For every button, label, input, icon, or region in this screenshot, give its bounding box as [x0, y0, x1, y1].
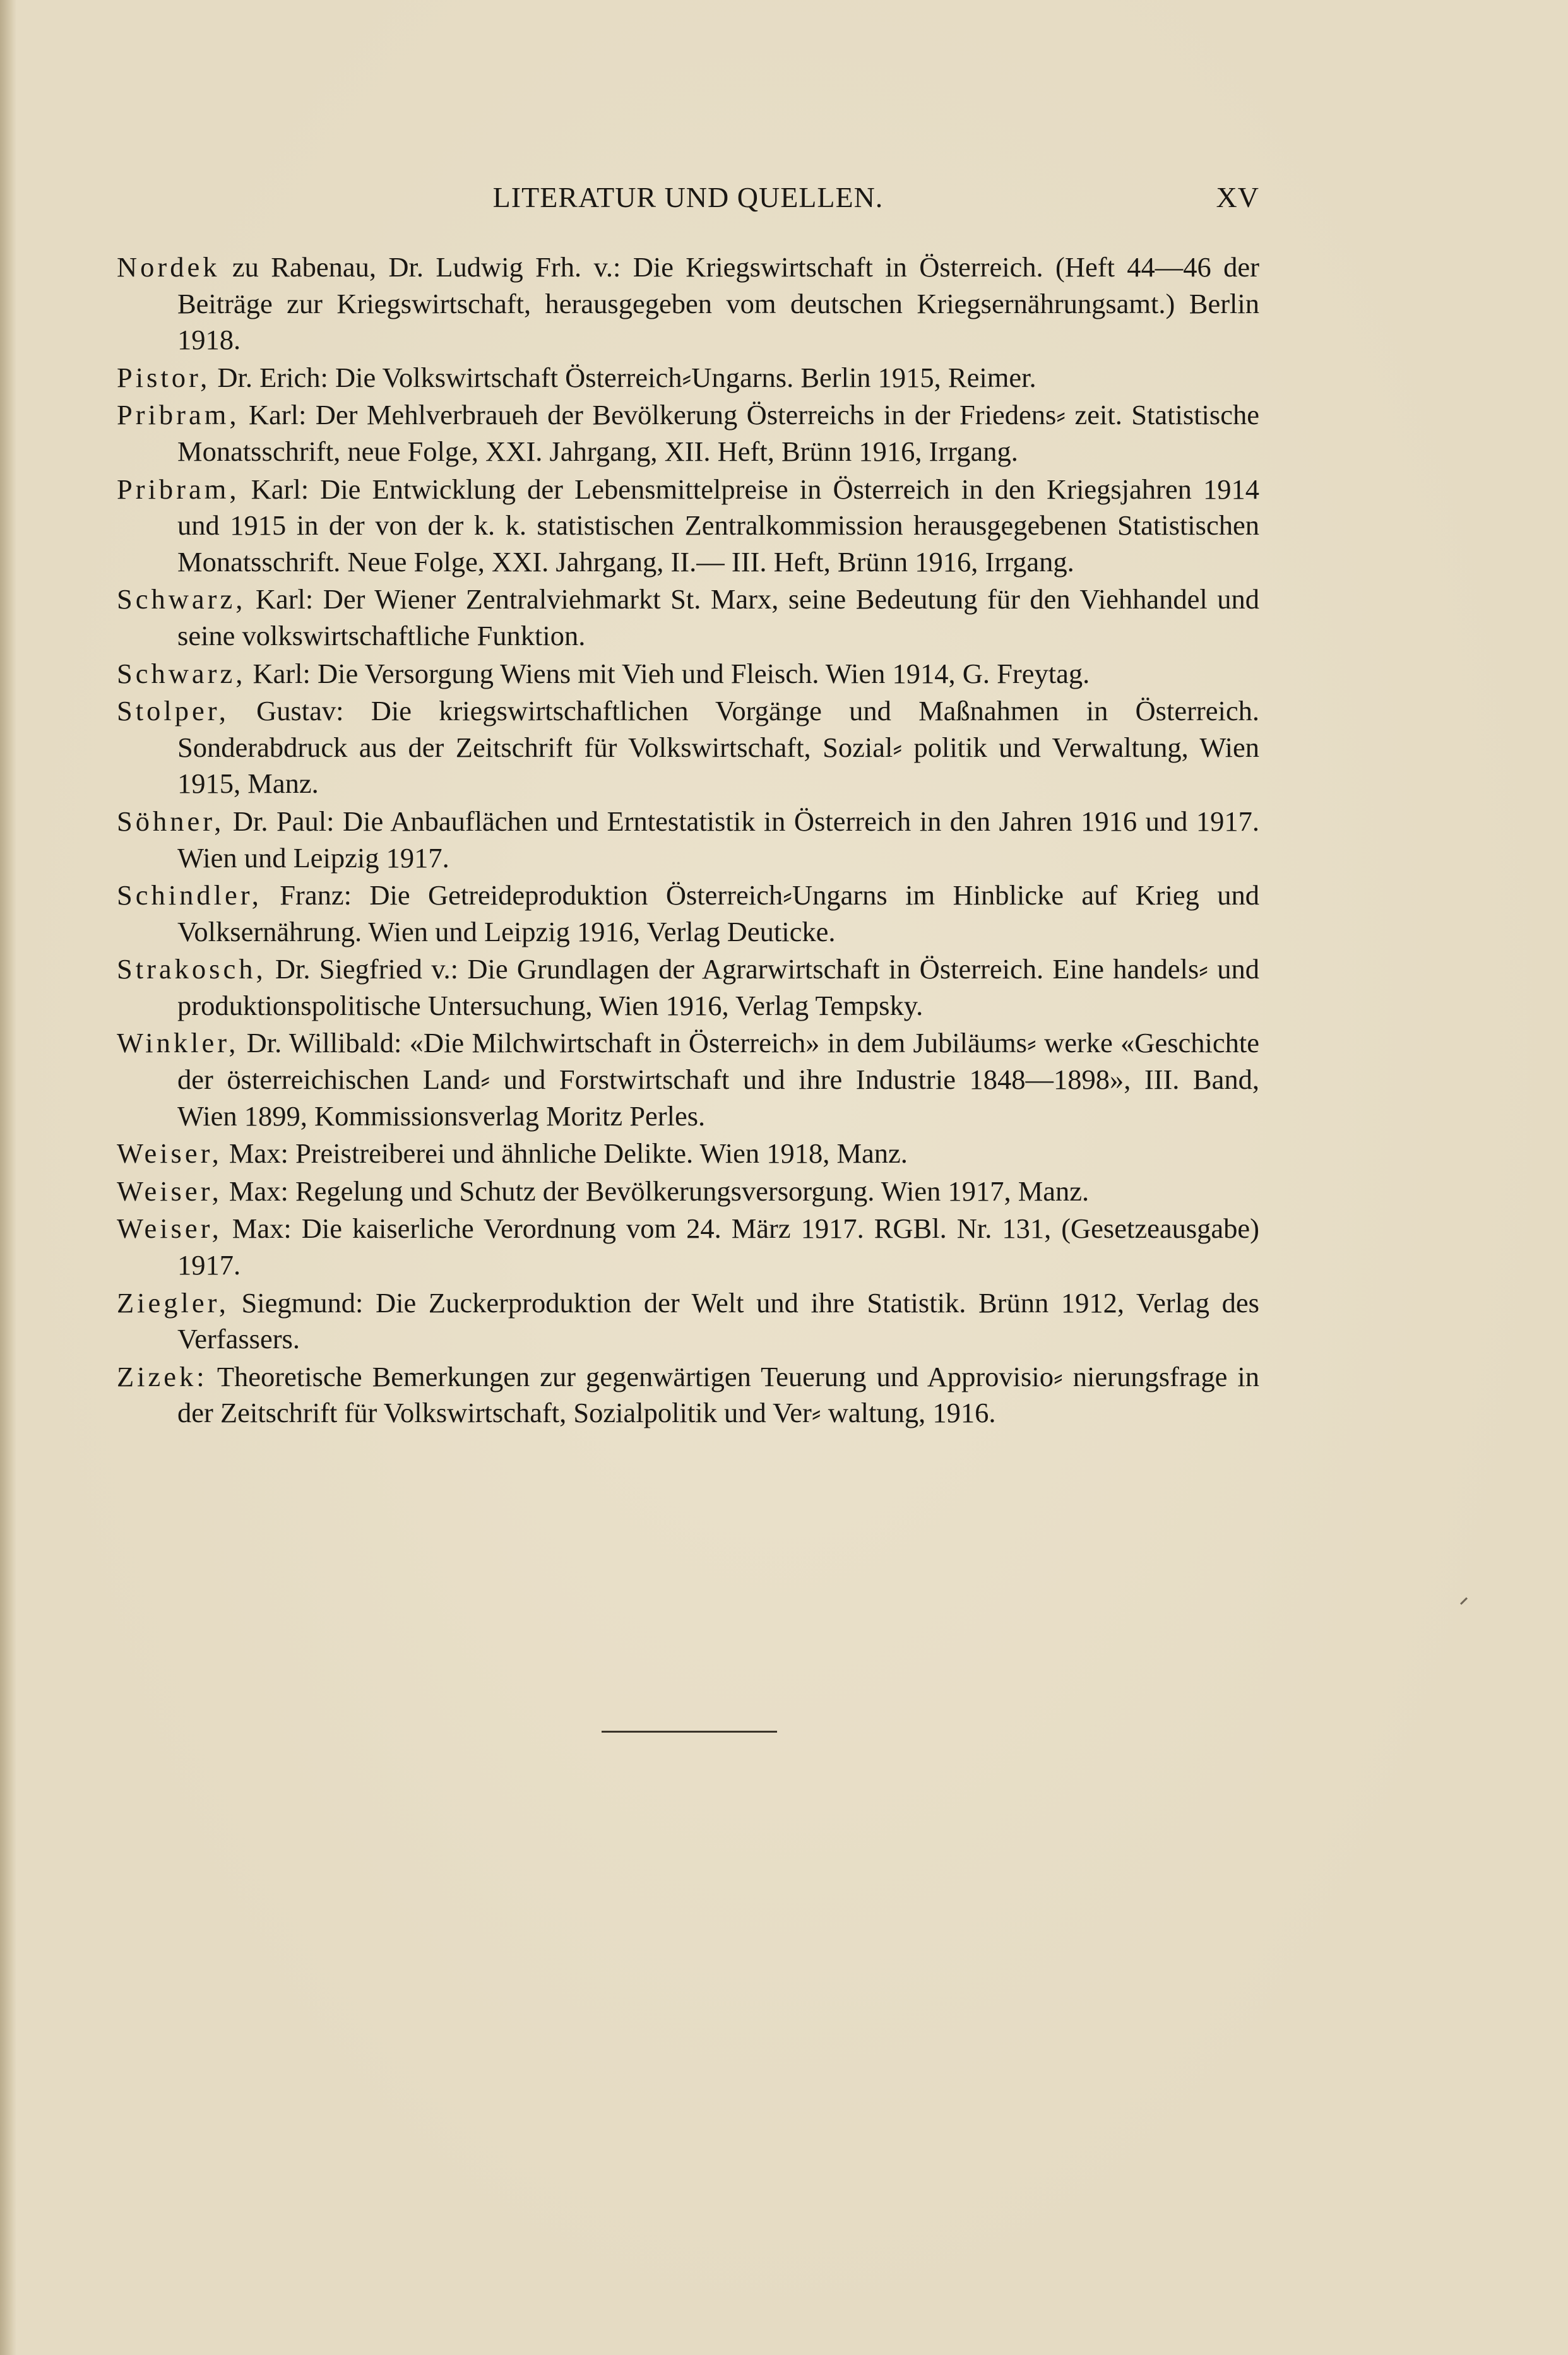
- entry-text: Gustav: Die kriegswirtschaftlichen Vorgänge und Maßnahmen in Österreich. Sonderabdruck aus der Zeitschrift für Volkswirtschaft, Sozial⸗ politik und Verwaltung, Wien 1915, Manz.: [177, 695, 1259, 800]
- bibliography-entry: [117, 804, 1259, 876]
- entry-author: Ziegler,: [117, 1286, 229, 1319]
- entry-author: Pribram,: [117, 473, 240, 505]
- entry-text: Dr. Erich: Die Volkswirtschaft Österreich⸗Ungarns. Berlin 1915, Reimer.: [210, 361, 1036, 393]
- running-head: [117, 175, 1259, 220]
- entry-author: Weiser,: [117, 1213, 222, 1245]
- bibliography-entry: [117, 656, 1259, 692]
- entry-text: Karl: Der Wiener Zentralviehmarkt St. Marx, seine Bedeutung für den Viehhandel und seine volkswirtschaftliche Funktion.: [177, 583, 1259, 651]
- entry-text: Karl: Der Mehlverbraueh der Bevölkerung Österreichs in der Friedens⸗ zeit. Statistische Monatsschrift, neue Folge, XXI. Jahrgang, XII. Heft, Brünn 1916, Irrgang.: [177, 399, 1259, 467]
- bibliography-entry: [117, 1285, 1259, 1358]
- entry-author: Pistor,: [117, 361, 211, 393]
- bibliography-list: [117, 249, 1259, 1433]
- entry-author: Söhner,: [117, 805, 225, 837]
- entry-text: zu Rabenau, Dr. Ludwig Frh. v.: Die Kriegswirtschaft in Österreich. (Heft 44—46 der Beiträge zur Kriegswirtschaft, herausgegeben vom deutschen Kriegsernährungsamt.) Berlin 1918.: [177, 251, 1259, 356]
- bibliography-entry: [117, 1359, 1259, 1432]
- bibliography-entry: [117, 1211, 1259, 1283]
- entry-author: Pribram,: [117, 399, 240, 431]
- bibliography-entry: [117, 1173, 1259, 1210]
- entry-text: Karl: Die Versorgung Wiens mit Vieh und Fleisch. Wien 1914, G. Freytag.: [246, 657, 1090, 689]
- entry-author: Weiser,: [117, 1175, 222, 1207]
- bibliography-entry: [117, 472, 1259, 581]
- entry-author: Schindler,: [117, 879, 262, 911]
- bibliography-entry: [117, 397, 1259, 470]
- entry-text: Karl: Die Entwicklung der Lebensmittelpreise in Österreich in den Kriegsjahren 1914 und 1915 in der von der k. k. statistischen Zentralkommission herausgegebenen Statistischen Monatsschrift. Neue Folge, XXI. Jahrgang, II.— III. Heft, Brünn 1916, Irrgang.: [177, 473, 1259, 578]
- entry-author: Schwarz,: [117, 583, 246, 615]
- bibliography-entry: [117, 360, 1259, 396]
- bibliography-entry: [117, 693, 1259, 802]
- entry-text: Max: Regelung und Schutz der Bevölkerungsversorgung. Wien 1917, Manz.: [222, 1175, 1090, 1207]
- entry-text: Siegmund: Die Zuckerproduktion der Welt und ihre Statistik. Brünn 1912, Verlag des Verfassers.: [177, 1286, 1259, 1355]
- entry-author: Winkler,: [117, 1027, 239, 1059]
- running-title: LITERATUR UND QUELLEN.: [492, 181, 884, 213]
- entry-text: Max: Preistreiberei und ähnliche Delikte. Wien 1918, Manz.: [222, 1137, 908, 1170]
- page-number: XV: [1216, 181, 1259, 213]
- entry-author: Strakosch,: [117, 953, 266, 985]
- entry-text: Dr. Paul: Die Anbauflächen und Erntestatistik in Österreich in den Jahren 1916 und 1917. Wien und Leipzig 1917.: [177, 805, 1259, 874]
- entry-author: Nordek: [117, 251, 220, 283]
- entry-text: Dr. Siegfried v.: Die Grundlagen der Agrarwirtschaft in Österreich. Eine handels⸗ und produktionspolitische Untersuchung, Wien 1916, Verlag Tempsky.: [177, 953, 1259, 1021]
- entry-author: Schwarz,: [117, 657, 246, 689]
- bibliography-entry: [117, 951, 1259, 1024]
- bibliography-entry: [117, 877, 1259, 950]
- entry-text: Theoretische Bemerkungen zur gegenwärtigen Teuerung und Approvisio⸗ nierungsfrage in der Zeitschrift für Volkswirtschaft, Sozialpolitik und Ver⸗ waltung, 1916.: [177, 1360, 1259, 1429]
- end-rule: [602, 1731, 777, 1733]
- entry-author: Zizek:: [117, 1360, 208, 1392]
- bibliography-entry: [117, 581, 1259, 654]
- entry-author: Stolper,: [117, 695, 229, 727]
- entry-text: Dr. Willibald: «Die Milchwirtschaft in Österreich» in dem Jubiläums⸗ werke «Geschichte der österreichischen Land⸗ und Forstwirtschaft und ihre Industrie 1848—1898», III. Band, Wien 1899, Kommissionsverlag Moritz Perles.: [177, 1027, 1259, 1132]
- entry-text: Max: Die kaiserliche Verordnung vom 24. März 1917. RGBl. Nr. 131, (Gesetzeausgabe) 1917.: [177, 1213, 1259, 1281]
- entry-text: Franz: Die Getreideproduktion Österreich⸗Ungarns im Hinblicke auf Krieg und Volksernährung. Wien und Leipzig 1916, Verlag Deuticke.: [177, 879, 1259, 947]
- entry-author: Weiser,: [117, 1137, 222, 1170]
- ink-speck: [1460, 1597, 1468, 1605]
- bibliography-entry: [117, 1025, 1259, 1134]
- bibliography-entry: [117, 1136, 1259, 1172]
- bibliography-entry: [117, 249, 1259, 359]
- page-spine-edge: [0, 0, 16, 2355]
